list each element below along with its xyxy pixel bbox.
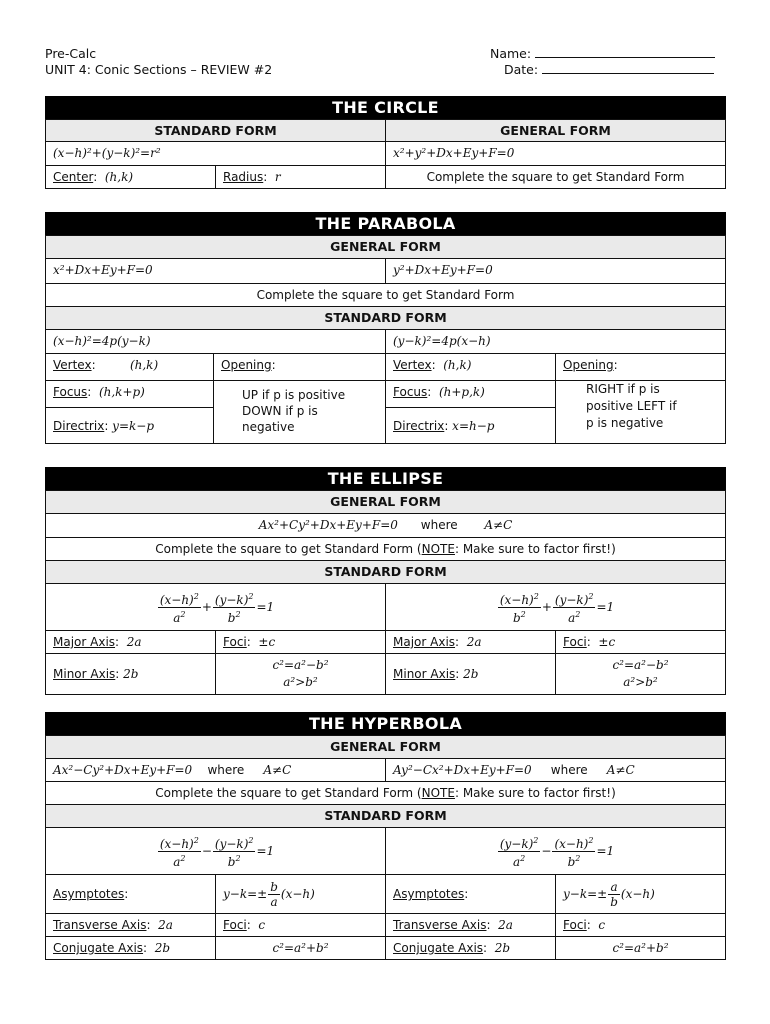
ellipse-crel1: c²=a²−b² xyxy=(272,658,329,672)
circle-radius-label: Radius xyxy=(223,170,264,184)
parabola-focus1: (h,k+p) xyxy=(98,385,145,399)
ellipse-std-label: STANDARD FORM xyxy=(46,560,725,583)
parabola-opening1: UP if p is positive DOWN if p is negative xyxy=(242,388,346,434)
hyperbola-foci1: c xyxy=(258,918,266,932)
ellipse-minor2: 2b xyxy=(463,667,479,681)
ellipse-foci-label: Foci xyxy=(223,635,247,649)
hyperbola-gen-eq1: Ax²−Cy²+Dx+Ey+F=0 xyxy=(53,763,193,777)
circle-section: THE CIRCLE STANDARD FORM GENERAL FORM (x−h)²+(y−k)²=r² x²+y²+Dx+Ey+F=0 Center: (h,k) Radius: r Complete the square to get Standard Form xyxy=(45,96,726,189)
header-left xyxy=(45,46,272,78)
name-field[interactable] xyxy=(535,46,715,58)
ellipse-major2-label: Major Axis xyxy=(393,635,456,649)
ellipse-cond: A≠C xyxy=(484,518,513,532)
ellipse-std-eq1: $\frac{(x-h)^2}{a^2}$ + $\frac{(y-k)^2}{b^2}$ =1 xyxy=(159,591,275,625)
hyperbola-section: THE HYPERBOLA GENERAL FORM Ax²−Cy²+Dx+Ey+F=0 where A≠C Ay²−Cx²+Dx+Ey+F=0 where A≠C Complete the square to get Standard Form (NOTE: Make sure to factor first!) STANDARD FORM $\frac{(x-h)^2}{a^2}$ − $\frac{(y-k)^2}{b^2}$ =1 $\frac{(y-k)^2}{a^2}$ − $\frac{(x-h)^2}{b^2}$ =1 Asymptotes : y−k=± $\frac{b}{a}$ (x−h) Asymptotes : y−k=± $\frac{a}{b}$ (x−h) Transverse Axis: 2a Foci: c Transverse Axis: 2a Foci: c Conjugate Axis: 2b c²=a²+b² Conjugate Axis: 2b c²=a²+b² xyxy=(45,712,726,960)
ellipse-crel2: c²=a²−b² xyxy=(612,658,669,672)
date-label: Date: xyxy=(504,62,539,77)
circle-center-label: Center xyxy=(53,170,94,184)
parabola-directrix1: y=k−p xyxy=(112,418,155,433)
ellipse-major1: 2a xyxy=(126,635,142,649)
ellipse-std-eq2: $\frac{(x-h)^2}{b^2}$ + $\frac{(y-k)^2}{a^2}$ =1 xyxy=(385,584,725,630)
hyperbola-asym2: y−k=± $\frac{a}{b}$ (x−h) xyxy=(555,875,725,913)
hyperbola-std-eq1: $\frac{(x-h)^2}{a^2}$ − $\frac{(y-k)^2}{b^2}$ =1 xyxy=(159,835,275,869)
parabola-gen-label: GENERAL FORM xyxy=(46,235,725,258)
parabola-opening2: RIGHT if p is positive LEFT if p is negative xyxy=(586,382,677,430)
name-label: Name: xyxy=(490,46,532,61)
hyperbola-where1: where xyxy=(207,763,245,777)
hyperbola-conj2: 2b xyxy=(494,941,511,955)
circle-std-eq: (x−h)²+(y−k)²=r² xyxy=(53,146,161,160)
parabola-vertex1: (h,k) xyxy=(129,358,159,372)
hyperbola-crel2: c²=a²+b² xyxy=(555,937,725,959)
ellipse-foci1: ±c xyxy=(258,635,276,649)
hyperbola-cs-pre: Complete the square to get Standard Form ( xyxy=(155,786,422,800)
ellipse-foci2: ±c xyxy=(598,635,616,649)
hyperbola-asym1: y−k=± $\frac{b}{a}$ (x−h) xyxy=(215,875,385,913)
hyperbola-trans2-label: Transverse Axis xyxy=(393,918,487,932)
parabola-std-eq1: (x−h)²=4p(y−k) xyxy=(53,334,151,348)
ellipse-major-label: Major Axis xyxy=(53,635,116,649)
hyperbola-conj1: 2b xyxy=(154,941,171,955)
hyperbola-trans2: 2a xyxy=(498,918,513,932)
ellipse-gen-eq: Ax²+Cy²+Dx+Ey+F=0 xyxy=(258,518,398,532)
hyperbola-conj-label: Conjugate Axis xyxy=(53,941,144,955)
hyperbola-asym2-label: Asymptotes xyxy=(393,887,465,901)
parabola-vertex2-label: Vertex xyxy=(393,358,432,372)
circle-radius-val: r xyxy=(274,170,281,184)
hyperbola-note: NOTE xyxy=(421,786,455,800)
parabola-focus2-label: Focus xyxy=(393,385,428,399)
circle-gen-eq: x²+y²+Dx+Ey+F=0 xyxy=(385,142,725,165)
parabola-focus-label: Focus xyxy=(53,385,88,399)
ellipse-note: NOTE xyxy=(421,542,455,556)
parabola-focus2: (h+p,k) xyxy=(438,385,485,399)
circle-gen-label: GENERAL FORM xyxy=(385,120,725,141)
parabola-section: THE PARABOLA GENERAL FORM x²+Dx+Ey+F=0 y²+Dx+Ey+F=0 Complete the square to get Standard Form STANDARD FORM (x−h)²=4p(y−k) (y−k)²=4p(x−h) Vertex: (h,k) Focus: (h,k+p) Directrix : y=k−p Opening: UP if p is positive DOWN if p is negative Vertex: (h,k) Focus: (h+p,k) Directrix : x=h−p Opening: RIGHT if p is positive LEFT if p is negative xyxy=(45,212,726,444)
ellipse-section: THE ELLIPSE GENERAL FORM Ax²+Cy²+Dx+Ey+F=0 where A≠C Complete the square to get Standard Form (NOTE: Make sure to factor first!) STANDARD FORM $\frac{(x-h)^2}{a^2}$ + $\frac{(y-k)^2}{b^2}$ =1 $\frac{(x-h)^2}{b^2}$ + $\frac{(y-k)^2}{a^2}$ =1 Major Axis: 2a Foci: ±c Major Axis: 2a Foci: ±c Minor Axis : 2b c²=a²−b² a²>b² Minor Axis : 2b c²=a²−b² a²>b² xyxy=(45,467,726,695)
hyperbola-title: THE HYPERBOLA xyxy=(45,712,726,735)
hyperbola-cond2: A≠C xyxy=(606,763,635,777)
hyperbola-foci-label: Foci xyxy=(223,918,247,932)
ellipse-minor-label: Minor Axis xyxy=(53,667,116,681)
parabola-title: THE PARABOLA xyxy=(45,212,726,235)
ellipse-minor1: 2b xyxy=(123,667,139,681)
hyperbola-foci2-label: Foci xyxy=(563,918,587,932)
ellipse-gen-label: GENERAL FORM xyxy=(46,490,725,513)
parabola-directrix-label: Directrix xyxy=(53,418,105,433)
hyperbola-std-eq2: $\frac{(y-k)^2}{a^2}$ − $\frac{(x-h)^2}{b^2}$ =1 xyxy=(385,828,725,874)
course-name: Pre-Calc xyxy=(45,46,97,61)
hyperbola-conj2-label: Conjugate Axis xyxy=(393,941,484,955)
ellipse-cs-post: : Make sure to factor first!) xyxy=(454,542,616,556)
hyperbola-cs-post: : Make sure to factor first!) xyxy=(454,786,616,800)
ellipse-major2: 2a xyxy=(466,635,482,649)
hyperbola-where2: where xyxy=(550,763,588,777)
parabola-directrix2: x=h−p xyxy=(452,418,495,433)
unit-title: UNIT 4: Conic Sections – REVIEW #2 xyxy=(45,62,273,77)
circle-title: THE CIRCLE xyxy=(45,96,726,119)
ellipse-arel1: a²>b² xyxy=(283,675,318,689)
hyperbola-trans1: 2a xyxy=(158,918,173,932)
parabola-directrix2-label: Directrix xyxy=(393,418,445,433)
parabola-complete-square: Complete the square to get Standard Form xyxy=(46,283,725,306)
ellipse-arel2: a²>b² xyxy=(623,675,658,689)
parabola-opening-label: Opening xyxy=(221,358,272,372)
circle-std-label: STANDARD FORM xyxy=(154,123,277,138)
parabola-opening2-label: Opening xyxy=(563,358,614,372)
ellipse-where: where xyxy=(420,518,458,532)
date-field[interactable] xyxy=(542,62,714,74)
ellipse-minor2-label: Minor Axis xyxy=(393,667,456,681)
ellipse-foci2-label: Foci xyxy=(563,635,587,649)
parabola-std-label: STANDARD FORM xyxy=(46,306,725,329)
circle-center-val: (h,k) xyxy=(104,170,134,184)
ellipse-title: THE ELLIPSE xyxy=(45,467,726,490)
parabola-gen-eq2: y²+Dx+Ey+F=0 xyxy=(385,259,725,283)
hyperbola-asym-label: Asymptotes xyxy=(53,887,125,901)
hyperbola-gen-eq2: Ay²−Cx²+Dx+Ey+F=0 xyxy=(393,763,532,777)
hyperbola-cond1: A≠C xyxy=(263,763,292,777)
hyperbola-std-label: STANDARD FORM xyxy=(46,804,725,827)
hyperbola-foci2: c xyxy=(598,918,606,932)
circle-complete-square: Complete the square to get Standard Form xyxy=(385,166,725,188)
hyperbola-gen-label: GENERAL FORM xyxy=(46,735,725,758)
hyperbola-crel1: c²=a²+b² xyxy=(215,937,385,959)
ellipse-cs-pre: Complete the square to get Standard Form ( xyxy=(155,542,422,556)
parabola-vertex2: (h,k) xyxy=(443,358,472,372)
parabola-vertex-label: Vertex xyxy=(53,358,92,372)
hyperbola-trans-label: Transverse Axis xyxy=(53,918,147,932)
header-right xyxy=(490,46,715,78)
parabola-std-eq2: (y−k)²=4p(x−h) xyxy=(385,330,725,353)
parabola-gen-eq1: x²+Dx+Ey+F=0 xyxy=(53,263,153,277)
